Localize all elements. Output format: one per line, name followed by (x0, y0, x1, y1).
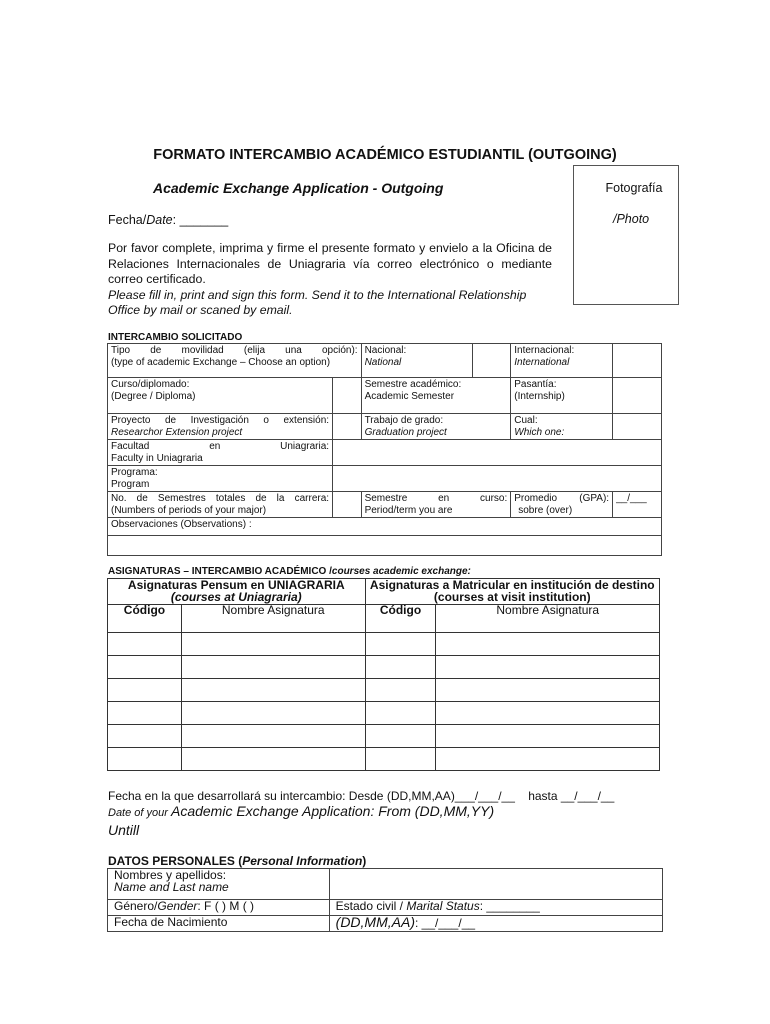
course-cell[interactable] (436, 748, 660, 771)
course-cell[interactable] (365, 679, 436, 702)
personal-heading: DATOS PERSONALES (Personal Information) (108, 854, 367, 868)
host-code-header: Código (365, 605, 436, 633)
course-cell[interactable] (108, 748, 182, 771)
course-cell[interactable] (436, 725, 660, 748)
course-row (108, 725, 660, 748)
form-subtitle: Academic Exchange Application - Outgoing (153, 180, 444, 196)
course-row (108, 633, 660, 656)
home-code-header: Código (108, 605, 182, 633)
course-cell[interactable] (365, 748, 436, 771)
international-cell: Internacional: International (511, 344, 613, 378)
courses-home-header: Asignaturas Pensum en UNIAGRARIA (courses at Uniagraria) (108, 579, 366, 605)
exchange-dates-line[interactable]: Fecha en la que desarrollará su intercambio: Desde (DD,MM,AA)___/___/__ hasta __/___/__ (108, 789, 615, 803)
course-cell[interactable] (436, 656, 660, 679)
program-field[interactable] (333, 466, 662, 492)
birthdate-field[interactable]: (DD,MM,AA): __/___/__ (329, 916, 662, 932)
host-name-header: Nombre Asignatura (436, 605, 660, 633)
national-checkbox[interactable] (472, 344, 511, 378)
course-cell[interactable] (436, 679, 660, 702)
instructions (108, 241, 552, 319)
course-cell[interactable] (108, 656, 182, 679)
faculty-cell: Facultad en Uniagraria: Faculty in Uniagraria (108, 440, 333, 466)
internship-cell: Pasantía: (Internship) (511, 378, 613, 414)
course-cell[interactable] (436, 633, 660, 656)
gpa-cell: Promedio (GPA): sobre (over) (511, 492, 613, 518)
course-cell[interactable] (108, 702, 182, 725)
course-cell[interactable] (365, 725, 436, 748)
gender-cell[interactable]: Género/Gender: F ( ) M ( ) (108, 900, 330, 916)
gpa-field[interactable]: __/___ (613, 492, 662, 518)
name-field[interactable] (329, 869, 662, 900)
thesis-cell: Trabajo de grado: Graduation project (361, 414, 511, 440)
course-row (108, 702, 660, 725)
course-cell[interactable] (181, 633, 365, 656)
exchange-dates-until: Untill (108, 822, 140, 838)
date-label-en: Date (146, 213, 173, 227)
current-period-cell: Semestre en curso: Period/term you are (361, 492, 511, 518)
instructions-es: Por favor complete, imprima y firme el presente formato y envielo a la Oficina de Relaciones Internacionales de Uniagraria vía correo electrónico o mediante correo certificado. (108, 241, 552, 286)
photo-label: Fotografía (605, 181, 663, 195)
date-label: Fecha/ (108, 213, 147, 227)
research-cell: Proyecto de Investigación o extensión: Researchor Extension project (108, 414, 333, 440)
date-blank: : _______ (172, 213, 229, 227)
photo-sub-label: /Photo (613, 212, 650, 226)
courses-host-header: Asignaturas a Matricular en institución de destino (courses at visit institution) (365, 579, 659, 605)
course-cell[interactable] (108, 679, 182, 702)
course-cell[interactable] (108, 725, 182, 748)
observations-cell: Observaciones (Observations) : (108, 518, 662, 536)
course-cell[interactable] (108, 633, 182, 656)
marital-status-cell[interactable]: Estado civil / Marital Status: ________ (329, 900, 662, 916)
course-cell[interactable] (365, 656, 436, 679)
courses-table (107, 578, 660, 771)
exchange-dates-en: Date of your Academic Exchange Application: From (DD,MM,YY) (108, 803, 495, 819)
research-checkbox[interactable] (333, 414, 362, 440)
exchange-table (107, 343, 662, 556)
form-title: FORMATO INTERCAMBIO ACADÉMICO ESTUDIANTIL (OUTGOING) (153, 147, 617, 163)
course-cell[interactable] (181, 679, 365, 702)
course-row (108, 748, 660, 771)
personal-table (107, 868, 663, 932)
national-cell: Nacional: National (361, 344, 472, 378)
birthdate-cell: Fecha de Nacimiento (108, 916, 330, 932)
course-cell[interactable] (181, 748, 365, 771)
semester-cell: Semestre académico: Academic Semester (361, 378, 511, 414)
home-name-header: Nombre Asignatura (181, 605, 365, 633)
semesters-cell: No. de Semestres totales de la carrera: (Numbers of periods of your major) (108, 492, 333, 518)
which-field[interactable] (613, 414, 662, 440)
courses-heading: ASIGNATURAS – INTERCAMBIO ACADÉMICO /courses academic exchange: (108, 566, 471, 577)
course-checkbox[interactable] (333, 378, 362, 414)
faculty-field[interactable] (333, 440, 662, 466)
internship-checkbox[interactable] (613, 378, 662, 414)
course-cell[interactable] (365, 633, 436, 656)
course-cell[interactable] (365, 702, 436, 725)
name-cell: Nombres y apellidos: Name and Last name (108, 869, 330, 900)
which-cell: Cual: Which one: (511, 414, 613, 440)
international-checkbox[interactable] (613, 344, 662, 378)
semesters-field[interactable] (333, 492, 362, 518)
mobility-type-cell: Tipo de movilidad (elija una opción): (type of academic Exchange – Choose an option) (108, 344, 362, 378)
course-cell[interactable] (181, 725, 365, 748)
course-row (108, 656, 660, 679)
date-field[interactable] (108, 213, 228, 227)
course-cell[interactable] (181, 656, 365, 679)
program-cell: Programa: Program (108, 466, 333, 492)
exchange-heading: INTERCAMBIO SOLICITADO (108, 332, 243, 343)
instructions-en: Please fill in, print and sign this form. Send it to the International Relationship Office by mail or scaned by email. (108, 287, 527, 317)
course-cell: Curso/diplomado: (Degree / Diploma) (108, 378, 333, 414)
observations-field[interactable] (108, 536, 662, 556)
course-row (108, 679, 660, 702)
course-cell[interactable] (181, 702, 365, 725)
course-cell[interactable] (436, 702, 660, 725)
